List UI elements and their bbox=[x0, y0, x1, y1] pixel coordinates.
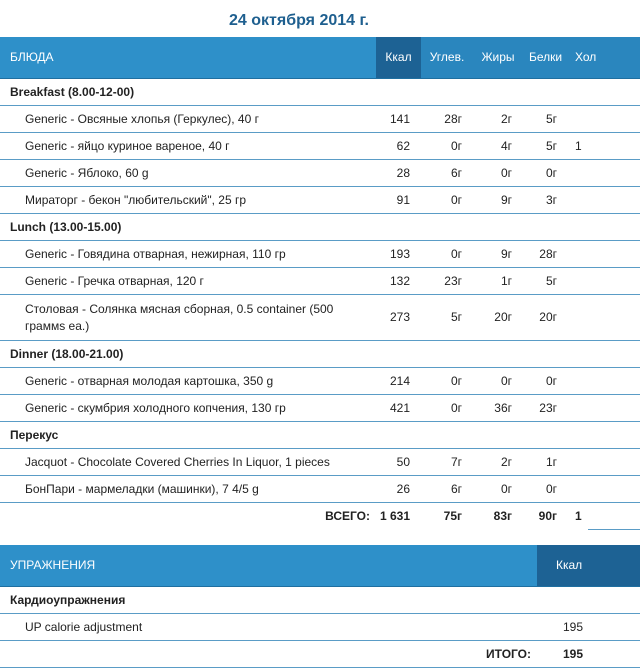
food-item-row[interactable] bbox=[0, 105, 640, 132]
food-item-protein: 23г bbox=[523, 394, 568, 421]
food-total-chol: 1 bbox=[568, 502, 640, 529]
exercise-total-row bbox=[0, 640, 640, 667]
food-total-protein: 90г bbox=[523, 502, 568, 529]
food-item-protein: 20г bbox=[523, 294, 568, 340]
exercise-item-row[interactable] bbox=[0, 613, 640, 640]
food-item-protein: 5г bbox=[523, 132, 568, 159]
food-item-fat: 1г bbox=[473, 267, 523, 294]
food-item-carbs: 0г bbox=[421, 240, 473, 267]
column-header-fat[interactable]: Жиры bbox=[473, 37, 523, 78]
food-item-protein: 0г bbox=[523, 367, 568, 394]
food-item-kcal: 91 bbox=[376, 186, 421, 213]
food-item-fat: 2г bbox=[473, 105, 523, 132]
food-item-name[interactable]: Столовая - Солянка мясная сборная, 0.5 container (500 граммs ea.) bbox=[0, 294, 376, 340]
food-item-fat: 20г bbox=[473, 294, 523, 340]
food-item-name[interactable]: Generic - скумбрия холодного копчения, 130 гр bbox=[0, 394, 376, 421]
food-item-carbs: 23г bbox=[421, 267, 473, 294]
exercise-item-kcal: 195 bbox=[537, 613, 640, 640]
food-item-carbs: 28г bbox=[421, 105, 473, 132]
meal-name: Перекус bbox=[0, 421, 640, 448]
food-item-row[interactable] bbox=[0, 240, 640, 267]
food-item-carbs: 0г bbox=[421, 394, 473, 421]
meal-header-row bbox=[0, 213, 640, 240]
food-item-name[interactable]: БонПари - мармеладки (машинки), 7 4/5 g bbox=[0, 475, 376, 502]
exercise-table bbox=[0, 545, 640, 668]
food-item-row[interactable] bbox=[0, 475, 640, 502]
food-item-protein: 3г bbox=[523, 186, 568, 213]
food-item-row[interactable] bbox=[0, 394, 640, 421]
food-item-row[interactable] bbox=[0, 367, 640, 394]
food-item-name[interactable]: Generic - Говядина отварная, нежирная, 110 гр bbox=[0, 240, 376, 267]
food-item-row[interactable] bbox=[0, 267, 640, 294]
food-total-row bbox=[0, 502, 640, 529]
column-header-kcal[interactable]: Ккал bbox=[376, 37, 421, 78]
food-item-fat: 36г bbox=[473, 394, 523, 421]
meal-header-row bbox=[0, 78, 640, 105]
food-item-fat: 9г bbox=[473, 186, 523, 213]
food-item-protein: 5г bbox=[523, 105, 568, 132]
food-item-row[interactable] bbox=[0, 132, 640, 159]
column-header-protein[interactable]: Белки bbox=[523, 37, 568, 78]
food-item-fat: 9г bbox=[473, 240, 523, 267]
food-total-carbs: 75г bbox=[421, 502, 473, 529]
food-item-fat: 0г bbox=[473, 475, 523, 502]
food-item-chol bbox=[568, 475, 640, 502]
food-item-chol bbox=[568, 448, 640, 475]
food-body bbox=[0, 78, 640, 529]
food-item-chol bbox=[568, 367, 640, 394]
meal-name: Dinner (18.00-21.00) bbox=[0, 340, 640, 367]
food-item-carbs: 6г bbox=[421, 159, 473, 186]
food-item-row[interactable] bbox=[0, 159, 640, 186]
column-header-cholesterol[interactable]: Хол bbox=[568, 37, 640, 78]
food-item-carbs: 6г bbox=[421, 475, 473, 502]
column-header-carbs[interactable]: Углев. bbox=[421, 37, 473, 78]
food-item-kcal: 62 bbox=[376, 132, 421, 159]
food-item-kcal: 421 bbox=[376, 394, 421, 421]
food-item-chol bbox=[568, 186, 640, 213]
page-title: 24 октября 2014 г. bbox=[229, 12, 369, 29]
food-item-name[interactable]: Мираторг - бекон "любительский", 25 гр bbox=[0, 186, 376, 213]
food-item-chol bbox=[568, 294, 640, 340]
food-item-kcal: 26 bbox=[376, 475, 421, 502]
food-item-chol bbox=[568, 267, 640, 294]
food-item-name[interactable]: Generic - Гречка отварная, 120 г bbox=[0, 267, 376, 294]
exercise-header-row bbox=[0, 545, 640, 586]
food-item-name[interactable]: Jacquot - Chocolate Covered Cherries In Liquor, 1 pieces bbox=[0, 448, 376, 475]
food-item-row[interactable] bbox=[0, 294, 640, 340]
food-total-label: ВСЕГО: bbox=[0, 502, 376, 529]
food-total-kcal: 1 631 bbox=[376, 502, 421, 529]
food-diary-table bbox=[0, 37, 640, 530]
food-item-protein: 1г bbox=[523, 448, 568, 475]
food-item-chol bbox=[568, 105, 640, 132]
exercise-category-row bbox=[0, 586, 640, 613]
food-item-protein: 5г bbox=[523, 267, 568, 294]
meal-header-row bbox=[0, 340, 640, 367]
food-item-protein: 28г bbox=[523, 240, 568, 267]
food-item-kcal: 132 bbox=[376, 267, 421, 294]
food-item-kcal: 28 bbox=[376, 159, 421, 186]
food-item-chol bbox=[568, 159, 640, 186]
meal-header-row bbox=[0, 421, 640, 448]
exercise-column-header-kcal[interactable]: Ккал bbox=[537, 545, 640, 586]
exercise-section-title: УПРАЖНЕНИЯ bbox=[0, 545, 537, 586]
food-item-chol bbox=[568, 394, 640, 421]
food-item-fat: 0г bbox=[473, 159, 523, 186]
food-item-name[interactable]: Generic - Овсяные хлопья (Геркулес), 40 г bbox=[0, 105, 376, 132]
section-gap bbox=[0, 529, 588, 545]
food-item-chol: 1 bbox=[568, 132, 640, 159]
food-item-carbs: 0г bbox=[421, 367, 473, 394]
food-item-kcal: 214 bbox=[376, 367, 421, 394]
food-item-kcal: 273 bbox=[376, 294, 421, 340]
food-item-kcal: 50 bbox=[376, 448, 421, 475]
food-item-row[interactable] bbox=[0, 186, 640, 213]
food-item-kcal: 141 bbox=[376, 105, 421, 132]
food-item-fat: 2г bbox=[473, 448, 523, 475]
food-item-chol bbox=[568, 240, 640, 267]
food-section-title: БЛЮДА bbox=[0, 37, 376, 78]
food-item-name[interactable]: Generic - Яблоко, 60 g bbox=[0, 159, 376, 186]
food-item-carbs: 5г bbox=[421, 294, 473, 340]
exercise-total-label: ИТОГО: bbox=[0, 640, 537, 667]
food-item-fat: 0г bbox=[473, 367, 523, 394]
food-item-protein: 0г bbox=[523, 475, 568, 502]
food-item-carbs: 0г bbox=[421, 186, 473, 213]
food-item-kcal: 193 bbox=[376, 240, 421, 267]
food-item-fat: 4г bbox=[473, 132, 523, 159]
food-item-carbs: 7г bbox=[421, 448, 473, 475]
meal-name: Breakfast (8.00-12-00) bbox=[0, 78, 640, 105]
food-item-protein: 0г bbox=[523, 159, 568, 186]
exercise-item-name[interactable]: UP calorie adjustment bbox=[0, 613, 537, 640]
food-total-fat: 83г bbox=[473, 502, 523, 529]
food-item-carbs: 0г bbox=[421, 132, 473, 159]
food-item-name[interactable]: Generic - отварная молодая картошка, 350 g bbox=[0, 367, 376, 394]
meal-name: Lunch (13.00-15.00) bbox=[0, 213, 640, 240]
food-item-name[interactable]: Generic - яйцо куриное вареное, 40 г bbox=[0, 132, 376, 159]
food-header-row bbox=[0, 37, 640, 78]
food-item-row[interactable] bbox=[0, 448, 640, 475]
exercise-category-label: Кардиоупражнения bbox=[0, 586, 640, 613]
exercise-total-kcal: 195 bbox=[537, 640, 640, 667]
